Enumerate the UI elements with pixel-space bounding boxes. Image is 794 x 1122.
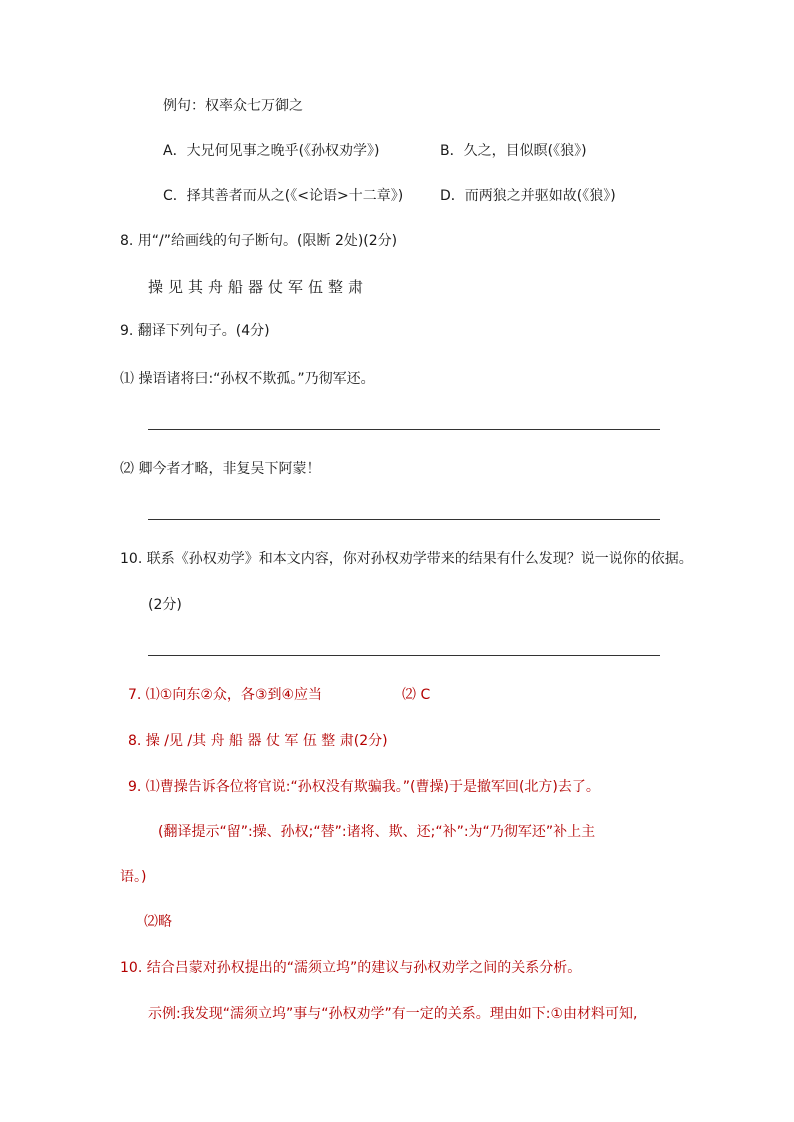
answer-line-q10[interactable] [148,655,660,656]
q7-example-sentence: 例句：权率众七万御之 [163,98,303,114]
answer-7-part1: 7. ⑴①向东②众，各③到④应当 [128,687,323,703]
answer-9-1: 9. ⑴曹操告诉各位将官说:“孙权没有欺骗我。”(曹操)于是撤军回(北方)去了。 [128,779,600,795]
answer-8: 8. 操 /见 /其 舟 船 器 仗 军 伍 整 肃(2分) [128,733,388,749]
q9-item-1: ⑴ 操语诸将曰:“孙权不欺孤。”乃彻军还。 [120,371,375,387]
answer-9-hint-line2: 语。) [120,869,147,885]
q10-points: (2分) [148,597,182,613]
q7-option-c: C．择其善者而从之(《<论语>十二章》) [163,188,404,204]
q8-sentence: 操见其舟船器仗军伍整肃 [148,278,369,296]
answer-10-example: 示例:我发现“濡须立坞”事与“孙权劝学”有一定的关系。理由如下:①由材料可知, [148,1006,638,1022]
q7-option-b: B．久之，目似瞑(《狼》) [440,143,587,159]
answer-9-2: ⑵略 [144,914,172,930]
q7-option-a: A．大兄何见事之晚乎(《孙权劝学》) [163,143,380,159]
q10-prompt: 10. 联系《孙权劝学》和本文内容，你对孙权劝学带来的结果有什么发现？说一说你的依据。 [120,551,693,567]
q7-option-d: D．而两狼之并驱如故(《狼》) [440,188,616,204]
q8-prompt: 8. 用“/”给画线的句子断句。(限断 2处)(2分) [120,233,398,249]
answer-7-part2: ⑵ C [402,687,431,703]
answer-line-q9-2[interactable] [148,519,660,520]
answer-line-q9-1[interactable] [148,429,660,430]
q9-prompt: 9. 翻译下列句子。(4分) [120,323,270,339]
answer-9-hint-line1: (翻译提示“留”:操、孙权;“替”:诸将、欺、还;“补”:为“乃彻军还”补上主 [158,824,596,840]
answer-10: 10. 结合吕蒙对孙权提出的“濡须立坞”的建议与孙权劝学之间的关系分析。 [120,960,582,976]
q9-item-2: ⑵ 卿今者才略，非复吴下阿蒙！ [120,461,321,477]
